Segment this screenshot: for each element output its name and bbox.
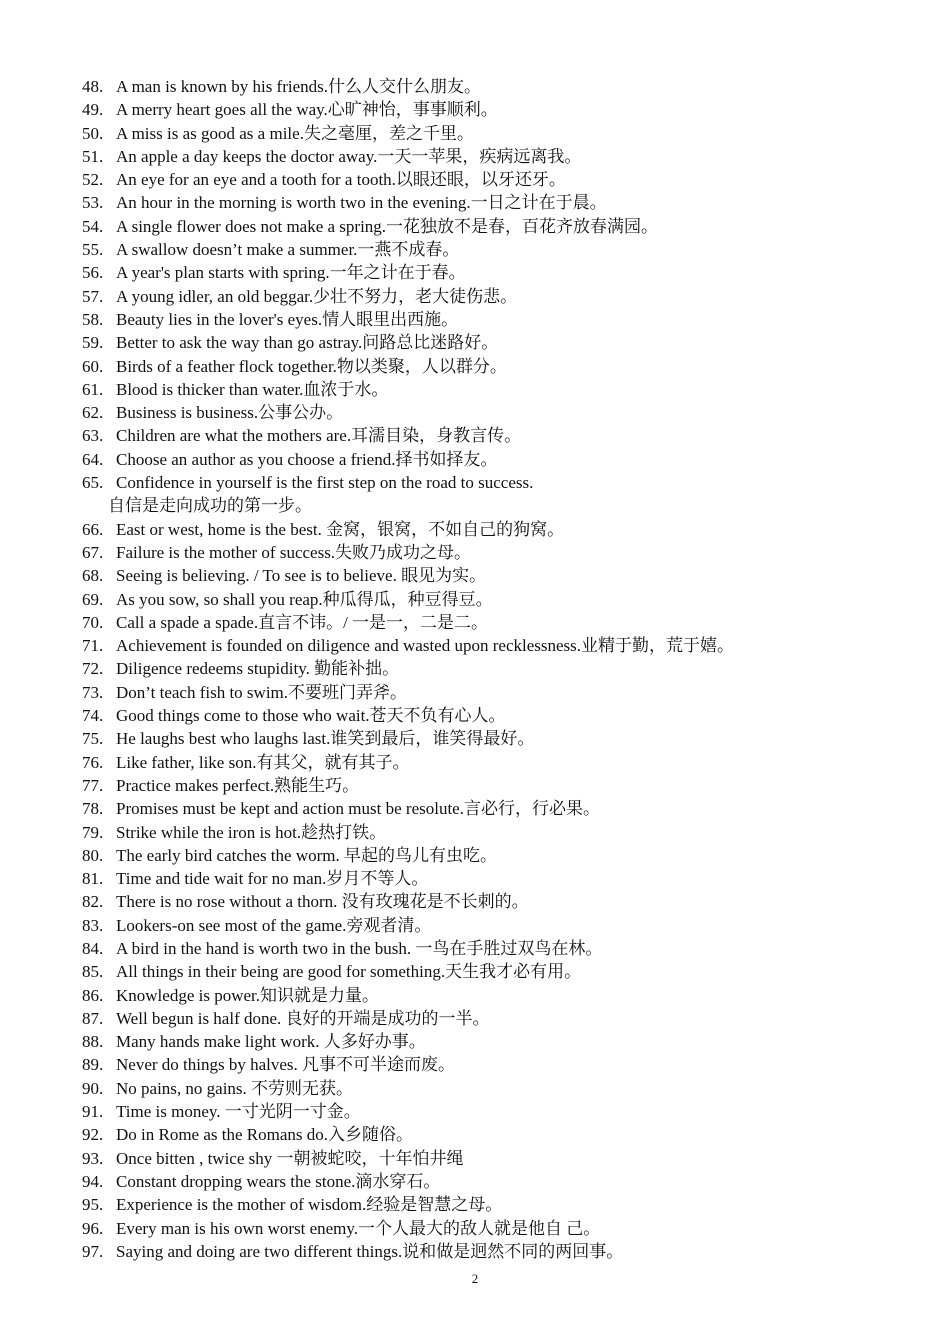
item-number: 71. <box>82 636 104 656</box>
item-text: No pains, no gains. 不劳则无获。 <box>116 1078 354 1098</box>
proverb-item <box>82 937 942 960</box>
item-text: East or west, home is the best. 金窝，银窝，不如自己的狗窝。 <box>116 519 565 539</box>
item-number: 91. <box>82 1102 104 1122</box>
item-text: Constant dropping wears the stone.滴水穿石。 <box>116 1171 441 1191</box>
proverb-item <box>82 1193 942 1216</box>
item-number: 75. <box>82 729 104 749</box>
item-text: Failure is the mother of success.失败乃成功之母。 <box>116 542 472 562</box>
item-text: Every man is his own worst enemy.一个人最大的敌人就是他自 己。 <box>116 1218 601 1238</box>
proverb-item <box>82 308 942 331</box>
item-number: 80. <box>82 845 104 865</box>
item-number: 53. <box>82 193 104 213</box>
item-number: 56. <box>82 263 104 283</box>
proverb-item <box>82 1147 942 1170</box>
item-text: There is no rose without a thorn. 没有玫瑰花是不长刺的。 <box>116 892 529 912</box>
item-text: Seeing is believing. / To see is to believe. 眼见为实。 <box>116 566 487 586</box>
item-text: Time is money. 一寸光阴一寸金。 <box>116 1102 361 1122</box>
proverb-item <box>82 564 942 587</box>
item-number: 85. <box>82 962 104 982</box>
item-text: Time and tide wait for no man.岁月不等人。 <box>116 869 429 889</box>
item-number: 63. <box>82 426 104 446</box>
proverb-list <box>82 75 942 1263</box>
item-text: Blood is thicker than water.血浓于水。 <box>116 379 389 399</box>
item-number: 73. <box>82 682 104 702</box>
proverb-item <box>82 774 942 797</box>
item-text: An apple a day keeps the doctor away.一天一苹果，疾病远离我。 <box>116 146 582 166</box>
proverb-item <box>82 238 942 261</box>
item-text: Saying and doing are two different things.说和做是迥然不同的两回事。 <box>116 1241 624 1261</box>
item-text: Good things come to those who wait.苍天不负有心人。 <box>116 706 506 726</box>
proverb-item <box>82 122 942 145</box>
item-text: Birds of a feather flock together.物以类聚，人以群分。 <box>116 356 507 376</box>
item-number: 51. <box>82 146 104 166</box>
proverb-item <box>82 634 942 657</box>
item-number: 96. <box>82 1218 104 1238</box>
proverb-item <box>82 914 942 937</box>
proverb-item <box>82 355 942 378</box>
proverb-item <box>82 1170 942 1193</box>
proverb-item <box>82 588 942 611</box>
item-number: 54. <box>82 216 104 236</box>
item-number: 66. <box>82 519 104 539</box>
item-number: 50. <box>82 123 104 143</box>
proverb-item <box>82 727 942 750</box>
item-text: Business is business.公事公办。 <box>116 403 344 423</box>
item-text: Practice makes perfect.熟能生巧。 <box>116 775 360 795</box>
page-number: 2 <box>471 1271 479 1286</box>
item-number: 72. <box>82 659 104 679</box>
proverb-item <box>82 75 942 98</box>
proverb-item <box>82 657 942 680</box>
proverb-item <box>82 1053 942 1076</box>
proverb-item <box>82 704 942 727</box>
item-text: Do in Rome as the Romans do.入乡随俗。 <box>116 1125 414 1145</box>
item-text: He laughs best who laughs last.谁笑到最后，谁笑得最好。 <box>116 729 535 749</box>
item-number: 95. <box>82 1195 104 1215</box>
proverb-item <box>82 984 942 1007</box>
item-text: 自信是走向成功的第一步。 <box>108 496 312 516</box>
proverb-item <box>82 401 942 424</box>
item-number: 68. <box>82 566 104 586</box>
item-text: Better to ask the way than go astray.问路总比迷路好。 <box>116 333 499 353</box>
item-number: 94. <box>82 1171 104 1191</box>
item-number: 70. <box>82 612 104 632</box>
item-text: Confidence in yourself is the first step on the road to success. <box>116 473 534 493</box>
item-text: Knowledge is power.知识就是力量。 <box>116 985 380 1005</box>
item-text: Experience is the mother of wisdom.经验是智慧之母。 <box>116 1195 503 1215</box>
item-text: Lookers-on see most of the game.旁观者清。 <box>116 915 432 935</box>
proverb-item <box>82 215 942 238</box>
item-text: A bird in the hand is worth two in the bush. 一鸟在手胜过双鸟在林。 <box>116 938 603 958</box>
item-number: 55. <box>82 240 104 260</box>
item-number: 65. <box>82 473 104 493</box>
item-number: 86. <box>82 985 104 1005</box>
proverb-item <box>82 145 942 168</box>
proverb-item <box>82 960 942 983</box>
proverb-item <box>82 191 942 214</box>
item-text: Strike while the iron is hot.趁热打铁。 <box>116 822 387 842</box>
proverb-item <box>82 285 942 308</box>
proverb-item <box>82 378 942 401</box>
item-number: 77. <box>82 775 104 795</box>
item-text: Choose an author as you choose a friend.择书如择友。 <box>116 449 498 469</box>
item-number: 79. <box>82 822 104 842</box>
proverb-item <box>82 1077 942 1100</box>
proverb-item <box>82 261 942 284</box>
proverb-item <box>82 98 942 121</box>
item-text: An hour in the morning is worth two in the evening.一日之计在于晨。 <box>116 193 607 213</box>
proverb-item <box>82 168 942 191</box>
item-text: The early bird catches the worm. 早起的鸟儿有虫吃。 <box>116 845 497 865</box>
item-number: 81. <box>82 869 104 889</box>
item-text: A year's plan starts with spring.一年之计在于春。 <box>116 263 466 283</box>
item-number: 59. <box>82 333 104 353</box>
item-text: Children are what the mothers are.耳濡目染，身教言传。 <box>116 426 522 446</box>
proverb-item <box>82 844 942 867</box>
item-number: 69. <box>82 589 104 609</box>
item-number: 61. <box>82 379 104 399</box>
item-text: A merry heart goes all the way.心旷神怡，事事顺利。 <box>116 100 498 120</box>
item-text: Achievement is founded on diligence and wasted upon recklessness.业精于勤，荒于嬉。 <box>116 636 735 656</box>
item-number: 93. <box>82 1148 104 1168</box>
item-number: 49. <box>82 100 104 120</box>
item-text: Many hands make light work. 人多好办事。 <box>116 1032 426 1052</box>
item-text: Never do things by halves. 凡事不可半途而废。 <box>116 1055 456 1075</box>
proverb-item <box>82 448 942 471</box>
proverb-item <box>82 471 942 494</box>
item-number: 76. <box>82 752 104 772</box>
item-number: 58. <box>82 309 104 329</box>
proverb-item <box>82 611 942 634</box>
item-text: Once bitten , twice shy 一朝被蛇咬，十年怕井绳 <box>116 1148 464 1168</box>
proverb-item <box>82 518 942 541</box>
item-number: 57. <box>82 286 104 306</box>
item-text: Like father, like son.有其父，就有其子。 <box>116 752 410 772</box>
item-text: An eye for an eye and a tooth for a tooth.以眼还眼，以牙还牙。 <box>116 170 566 190</box>
item-text: Diligence redeems stupidity. 勤能补拙。 <box>116 659 400 679</box>
item-number: 83. <box>82 915 104 935</box>
item-number: 89. <box>82 1055 104 1075</box>
item-number: 48. <box>82 77 104 96</box>
item-number: 60. <box>82 356 104 376</box>
item-number: 84. <box>82 938 104 958</box>
item-text: A young idler, an old beggar.少壮不努力，老大徒伤悲。 <box>116 286 518 306</box>
item-text: Beauty lies in the lover's eyes.情人眼里出西施。 <box>116 309 459 329</box>
item-number: 67. <box>82 542 104 562</box>
proverb-item <box>82 1030 942 1053</box>
proverb-item <box>82 681 942 704</box>
item-number: 87. <box>82 1008 104 1028</box>
item-number: 97. <box>82 1241 104 1261</box>
proverb-item <box>82 1240 942 1263</box>
item-text: A man is known by his friends.什么人交什么朋友。 <box>116 77 482 96</box>
proverb-item <box>82 1123 942 1146</box>
item-number: 52. <box>82 170 104 190</box>
item-number: 82. <box>82 892 104 912</box>
item-text: Promises must be kept and action must be resolute.言必行，行必果。 <box>116 799 600 819</box>
item-number: 62. <box>82 403 104 423</box>
proverb-item <box>82 797 942 820</box>
item-text: Well begun is half done. 良好的开端是成功的一半。 <box>116 1008 490 1028</box>
item-number: 78. <box>82 799 104 819</box>
item-number: 74. <box>82 706 104 726</box>
item-text: A swallow doesn’t make a summer.一燕不成春。 <box>116 240 460 260</box>
item-text: As you sow, so shall you reap.种瓜得瓜，种豆得豆。 <box>116 589 493 609</box>
item-text: A miss is as good as a mile.失之毫厘，差之千里。 <box>116 123 474 143</box>
proverb-item <box>82 424 942 447</box>
item-text: All things in their being are good for something.天生我才必有用。 <box>116 962 582 982</box>
item-text: Call a spade a spade.直言不讳。/ 一是一，二是二。 <box>116 612 489 632</box>
item-number: 92. <box>82 1125 104 1145</box>
proverb-item <box>82 541 942 564</box>
proverb-item <box>82 821 942 844</box>
item-text: Don’t teach fish to swim.不要班门弄斧。 <box>116 682 408 702</box>
item-number: 90. <box>82 1078 104 1098</box>
proverb-item <box>82 751 942 774</box>
proverb-item-continuation <box>82 494 942 517</box>
item-number: 64. <box>82 449 104 469</box>
proverb-item <box>82 331 942 354</box>
proverb-item <box>82 890 942 913</box>
proverb-item <box>82 1007 942 1030</box>
proverb-item <box>82 867 942 890</box>
item-number: 88. <box>82 1032 104 1052</box>
proverb-item <box>82 1100 942 1123</box>
proverb-item <box>82 1217 942 1240</box>
item-text: A single flower does not make a spring.一花独放不是春，百花齐放春满园。 <box>116 216 659 236</box>
